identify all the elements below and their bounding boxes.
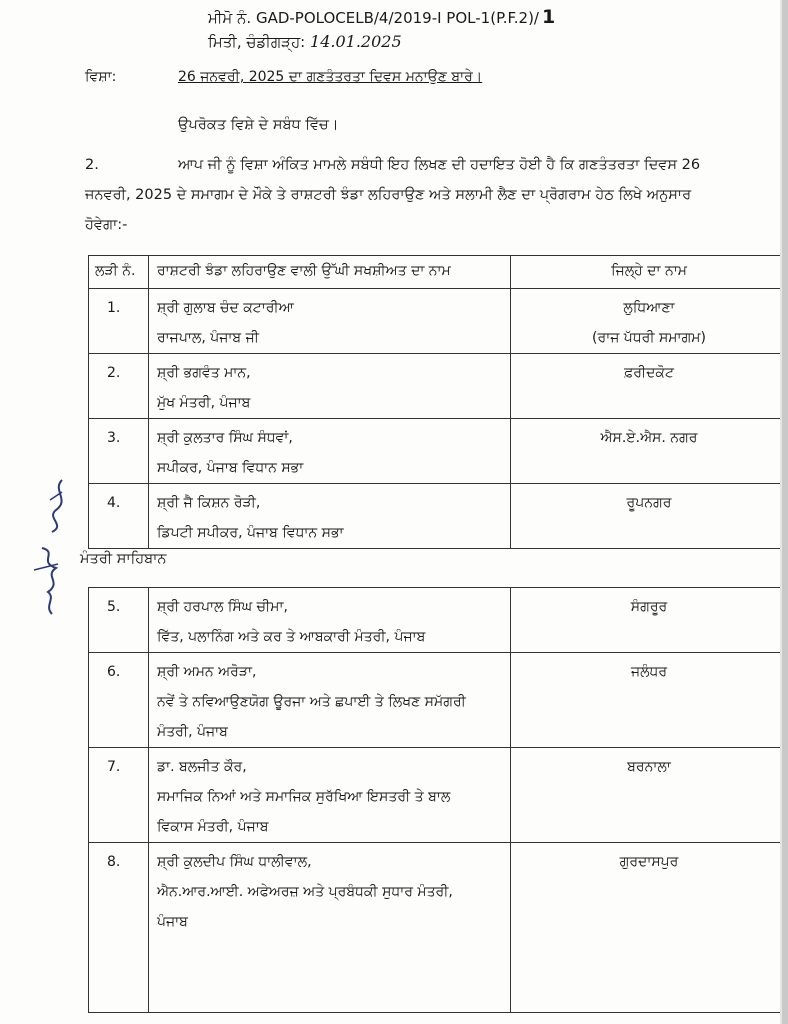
- person-designation: ਡਿਪਟੀ ਸਪੀਕਰ, ਪੰਜਾਬ ਵਿਧਾਨ ਸਭਾ: [157, 525, 344, 541]
- header-district: ਜਿਲ੍ਹੇ ਦਾ ਨਾਮ: [511, 256, 788, 289]
- person-cell: [149, 653, 511, 748]
- person-name: ਸ਼੍ਰੀ ਅਮਨ ਅਰੋੜਾ,: [157, 664, 257, 680]
- person-designation-cont: ਮੰਤਰੀ, ਪੰਜਾਬ: [157, 724, 228, 740]
- ministers-table: [88, 587, 788, 1013]
- person-cell: [149, 354, 511, 419]
- district-cell: [511, 484, 788, 549]
- person-name: ਸ਼੍ਰੀ ਕੁਲਤਾਰ ਸਿੰਘ ਸੰਧਵਾਂ,: [157, 430, 293, 446]
- person-cell: [149, 748, 511, 843]
- district-name: ਬਰਨਾਲਾ: [627, 759, 671, 775]
- table-row: [89, 653, 788, 748]
- person-designation: ਸਮਾਜਿਕ ਨਿਆਂ ਅਤੇ ਸਮਾਜਿਕ ਸੁਰੱਖਿਆ ਇਸਤਰੀ ਤੇ ਬਾਲ: [157, 789, 451, 805]
- person-designation: ਸਪੀਕਰ, ਪੰਜਾਬ ਵਿਧਾਨ ਸਭਾ: [157, 460, 304, 476]
- paragraph-number: 2.: [85, 157, 99, 173]
- serial-cell: 8.: [89, 843, 149, 1013]
- serial-cell: 2.: [89, 354, 149, 419]
- person-cell: [149, 843, 511, 1013]
- serial-cell: 6.: [89, 653, 149, 748]
- district-name: ਰੂਪਨਗਰ: [626, 495, 672, 511]
- paragraph-text: ਆਪ ਜੀ ਨੂੰ ਵਿਸ਼ਾ ਅੰਕਿਤ ਮਾਮਲੇ ਸਬੰਧੀ ਇਹ ਲਿਖਣ ਦੀ ਹਦਾਇਤ ਹੋਈ ਹੈ ਕਿ ਗਣਤੰਤਰਤਾ ਦਿਵਸ 26 ਜਨਵਰੀ, 2025 ਦੇ ਸਮਾਗਮ ਦੇ ਮੌਕੇ ਤੇ ਰਾਸ਼ਟਰੀ ਝੰਡਾ ਲਹਿਰਾਉਣ ਅਤੇ ਸਲਾਮੀ ਲੈਣ ਦਾ ਪ੍ਰੋਗਰਾਮ ਹੇਠ ਲਿਖੇ ਅਨੁਸਾਰ ਹੋਵੇਗਾ:-: [85, 157, 701, 233]
- table-row: [89, 748, 788, 843]
- district-cell: [511, 843, 788, 1013]
- district-name: ਫ਼ਰੀਦਕੋਟ: [624, 365, 674, 381]
- person-designation-cont: ਵਿਕਾਸ ਮੰਤਰੀ, ਪੰਜਾਬ: [157, 819, 269, 835]
- person-name: ਸ਼੍ਰੀ ਭਗਵੰਤ ਮਾਨ,: [157, 365, 251, 381]
- table-row: [89, 588, 788, 653]
- district-cell: [511, 289, 788, 354]
- person-name: ਸ਼੍ਰੀ ਕੁਲਦੀਪ ਸਿੰਘ ਧਾਲੀਵਾਲ,: [157, 854, 312, 870]
- memo-number: GAD-POLOCELB/4/2019-I POL-1(P.F.2)/: [255, 9, 539, 27]
- district-name: ਜਲੰਧਰ: [630, 664, 668, 680]
- serial-cell: 4.: [89, 484, 149, 549]
- subject-label: ਵਿਸ਼ਾ:: [85, 69, 117, 85]
- header-serial: ਲੜੀ ਨੰ.: [89, 256, 149, 289]
- memo-label: ਮੀਮੋ ਨੰ.: [208, 9, 252, 27]
- table-row: [89, 419, 788, 484]
- serial-cell: 3.: [89, 419, 149, 484]
- person-cell: [149, 289, 511, 354]
- district-name: ਗੁਰਦਾਸਪੁਰ: [619, 854, 679, 870]
- dignitaries-table: [88, 255, 788, 549]
- reference-line: ਉਪਰੋਕਤ ਵਿਸ਼ੇ ਦੇ ਸਬੰਧ ਵਿੱਚ।: [178, 117, 339, 133]
- person-cell: [149, 588, 511, 653]
- district-name: ਐਸ.ਏ.ਐਸ. ਨਗਰ: [600, 430, 698, 446]
- person-designation: ਵਿੱਤ, ਪਲਾਨਿੰਗ ਅਤੇ ਕਰ ਤੇ ਆਬਕਾਰੀ ਮੰਤਰੀ, ਪੰਜਾਬ: [157, 629, 426, 645]
- body-paragraph: [85, 150, 705, 240]
- district-cell: [511, 419, 788, 484]
- table-row: [89, 289, 788, 354]
- district-cell: [511, 588, 788, 653]
- memo-number-line: [208, 6, 555, 28]
- district-cell: [511, 653, 788, 748]
- scan-edge: [782, 0, 788, 1024]
- district-cell: [511, 354, 788, 419]
- person-name: ਡਾ. ਬਲਜੀਤ ਕੌਰ,: [157, 759, 247, 775]
- district-name: ਸੰਗਰੂਰ: [630, 599, 668, 615]
- person-cell: [149, 419, 511, 484]
- handwritten-initials: [22, 470, 72, 620]
- subject-text: 26 ਜਨਵਰੀ, 2025 ਦਾ ਗਣਤੰਤਰਤਾ ਦਿਵਸ ਮਨਾਉਣ ਬਾਰੇ।: [178, 69, 483, 85]
- table-row: [89, 843, 788, 1013]
- table-row: [89, 484, 788, 549]
- district-cell: [511, 748, 788, 843]
- person-name: ਸ਼੍ਰੀ ਹਰਪਾਲ ਸਿੰਘ ਚੀਮਾ,: [157, 599, 288, 615]
- header-person: ਰਾਸ਼ਟਰੀ ਝੰਡਾ ਲਹਿਰਾਉਣ ਵਾਲੀ ਉੱਘੀ ਸਖਸ਼ੀਅਤ ਦਾ ਨਾਮ: [149, 256, 511, 289]
- district-name: ਲੁਧਿਆਣਾ: [623, 300, 675, 316]
- serial-cell: 1.: [89, 289, 149, 354]
- table-row: [89, 354, 788, 419]
- table-header-row: [89, 256, 788, 289]
- person-name: ਸ਼੍ਰੀ ਗੁਲਾਬ ਚੰਦ ਕਟਾਰੀਆ: [157, 300, 294, 316]
- date-value: 14.01.2025: [310, 32, 402, 51]
- district-note: (ਰਾਜ ਪੱਧਰੀ ਸਮਾਗਮ): [592, 330, 706, 346]
- person-designation: ਐਨ.ਆਰ.ਆਈ. ਅਫੇਅਰਜ਼ ਅਤੇ ਪ੍ਰਬੰਧਕੀ ਸੁਧਾਰ ਮੰਤਰੀ,: [157, 884, 453, 900]
- person-designation-cont: ਪੰਜਾਬ: [157, 914, 188, 930]
- person-name: ਸ਼੍ਰੀ ਜੈ ਕਿਸ਼ਨ ਰੋੜੀ,: [157, 495, 261, 511]
- person-designation: ਨਵੇਂ ਤੇ ਨਵਿਆਉਣਯੋਗ ਊਰਜਾ ਅਤੇ ਛਪਾਈ ਤੇ ਲਿਖਣ ਸਮੱਗਰੀ: [157, 694, 466, 710]
- person-designation: ਰਾਜਪਾਲ, ਪੰਜਾਬ ਜੀ: [157, 330, 259, 346]
- serial-cell: 5.: [89, 588, 149, 653]
- person-cell: [149, 484, 511, 549]
- date-label: ਮਿਤੀ, ਚੰਡੀਗੜ੍ਹ:: [208, 33, 306, 51]
- date-line: [208, 32, 402, 51]
- person-designation: ਮੁੱਖ ਮੰਤਰੀ, ਪੰਜਾਬ: [157, 395, 251, 411]
- ministers-heading: ਮੰਤਰੀ ਸਾਹਿਬਾਨ: [80, 551, 167, 567]
- memo-handwritten-number: 1: [541, 6, 556, 28]
- serial-cell: 7.: [89, 748, 149, 843]
